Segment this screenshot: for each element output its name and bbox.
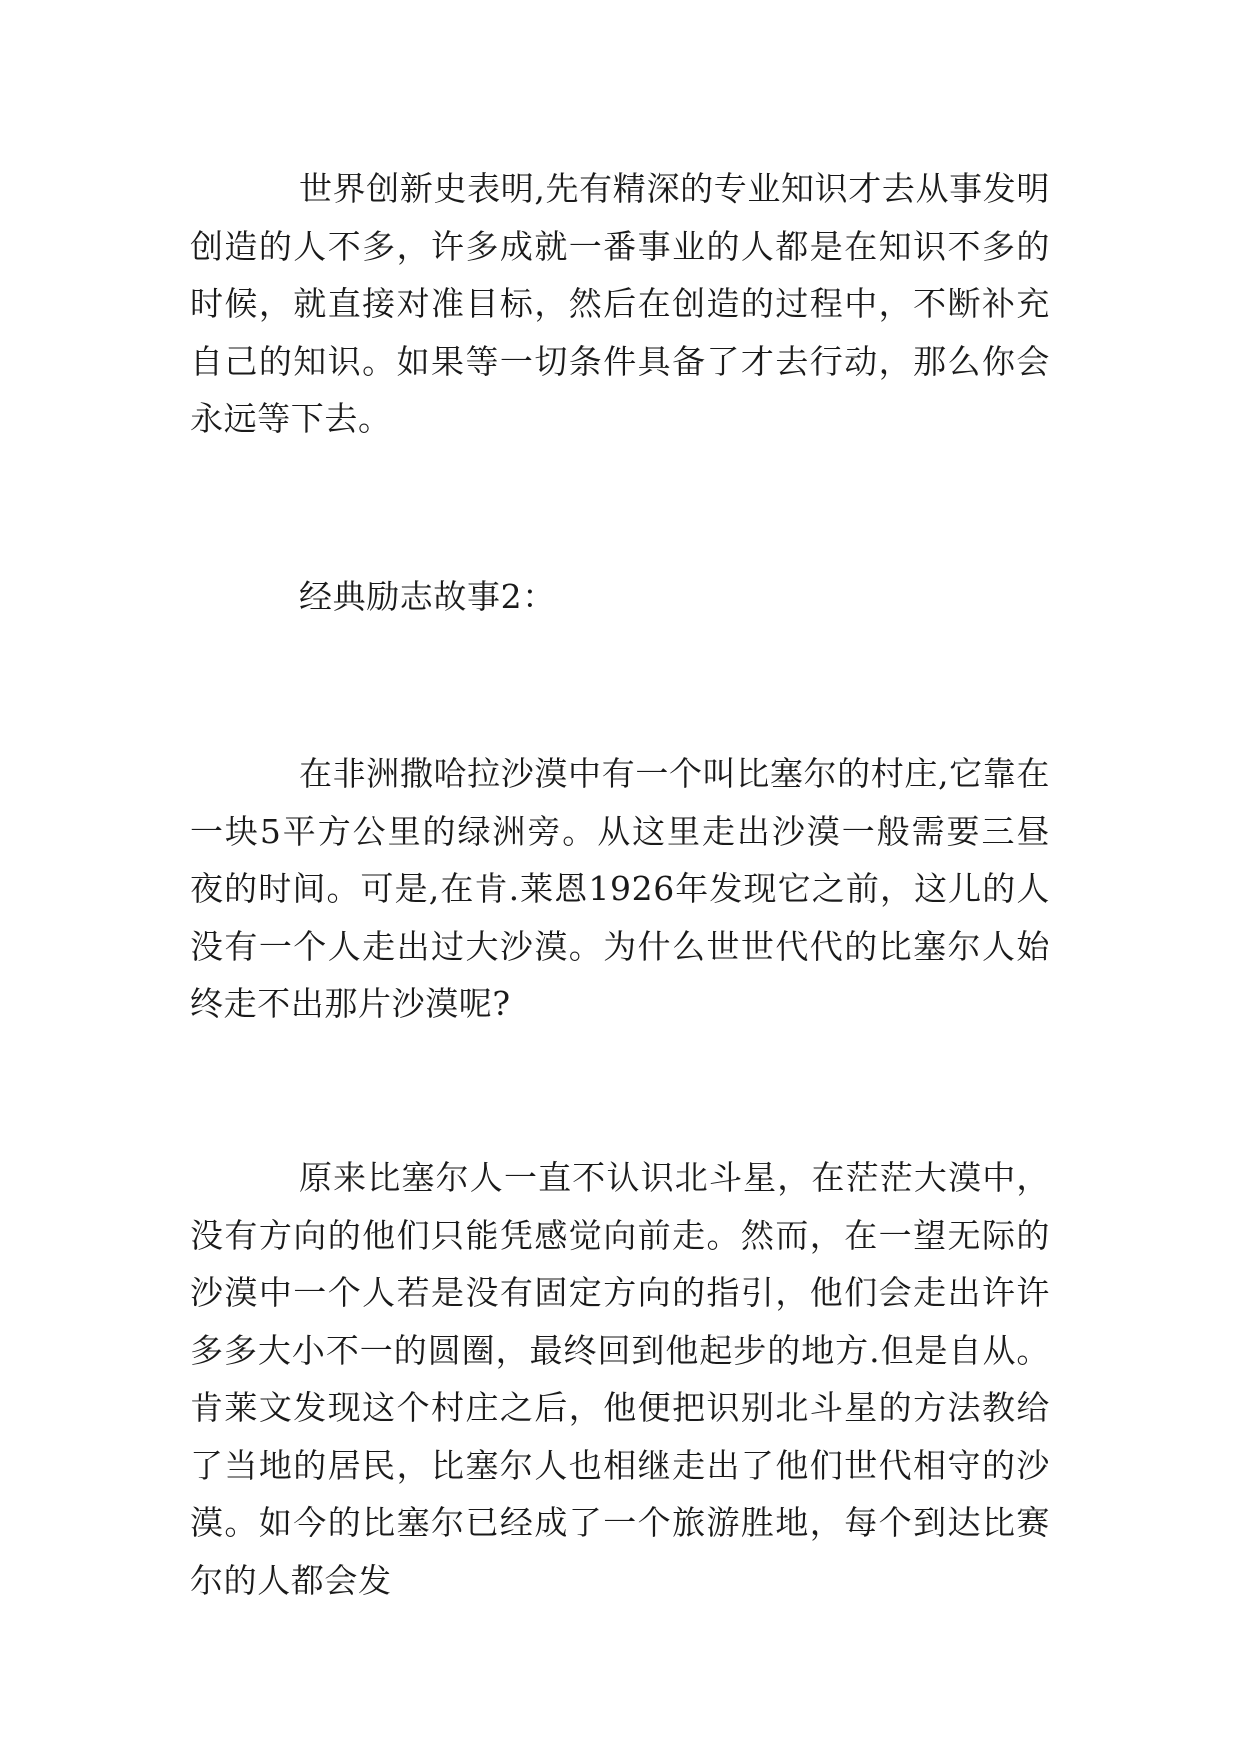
paragraph-north-star: 原来比塞尔人一直不认识北斗星，在茫茫大漠中，没有方向的他们只能凭感觉向前走。然而，在一望无际的沙漠中一个人若是没有固定方向的指引，他们会走出许许多多大小不一的圆圈，最终回到他起步的地方.但是自从。肯莱文发现这个村庄之后，他便把识别北斗星的方法教给了当地的居民，比塞尔人也相继走出了他们世代相守的沙漠。如今的比塞尔已经成了一个旅游胜地，每个到达比赛尔的人都会发 bbox=[190, 1158, 1050, 1600]
paragraph-bisaier-village: 在非洲撒哈拉沙漠中有一个叫比塞尔的村庄,它靠在一块5平方公里的绿洲旁。从这里走出沙漠一般需要三昼夜的时间。可是,在肯.莱恩1926年发现它之前，这儿的人没有一个人走出过大沙漠。为什么世世代代的比塞尔人始终走不出那片沙漠呢? bbox=[190, 754, 1050, 1023]
story-heading: 经典励志故事2： bbox=[299, 577, 556, 616]
paragraph-innovation: 世界创新史表明,先有精深的专业知识才去从事发明创造的人不多，许多成就一番事业的人都是在知识不多的时候，就直接对准目标，然后在创造的过程中，不断补充自己的知识。如果等一切条件具备了才去行动，那么你会永远等下去。 bbox=[190, 169, 1050, 438]
